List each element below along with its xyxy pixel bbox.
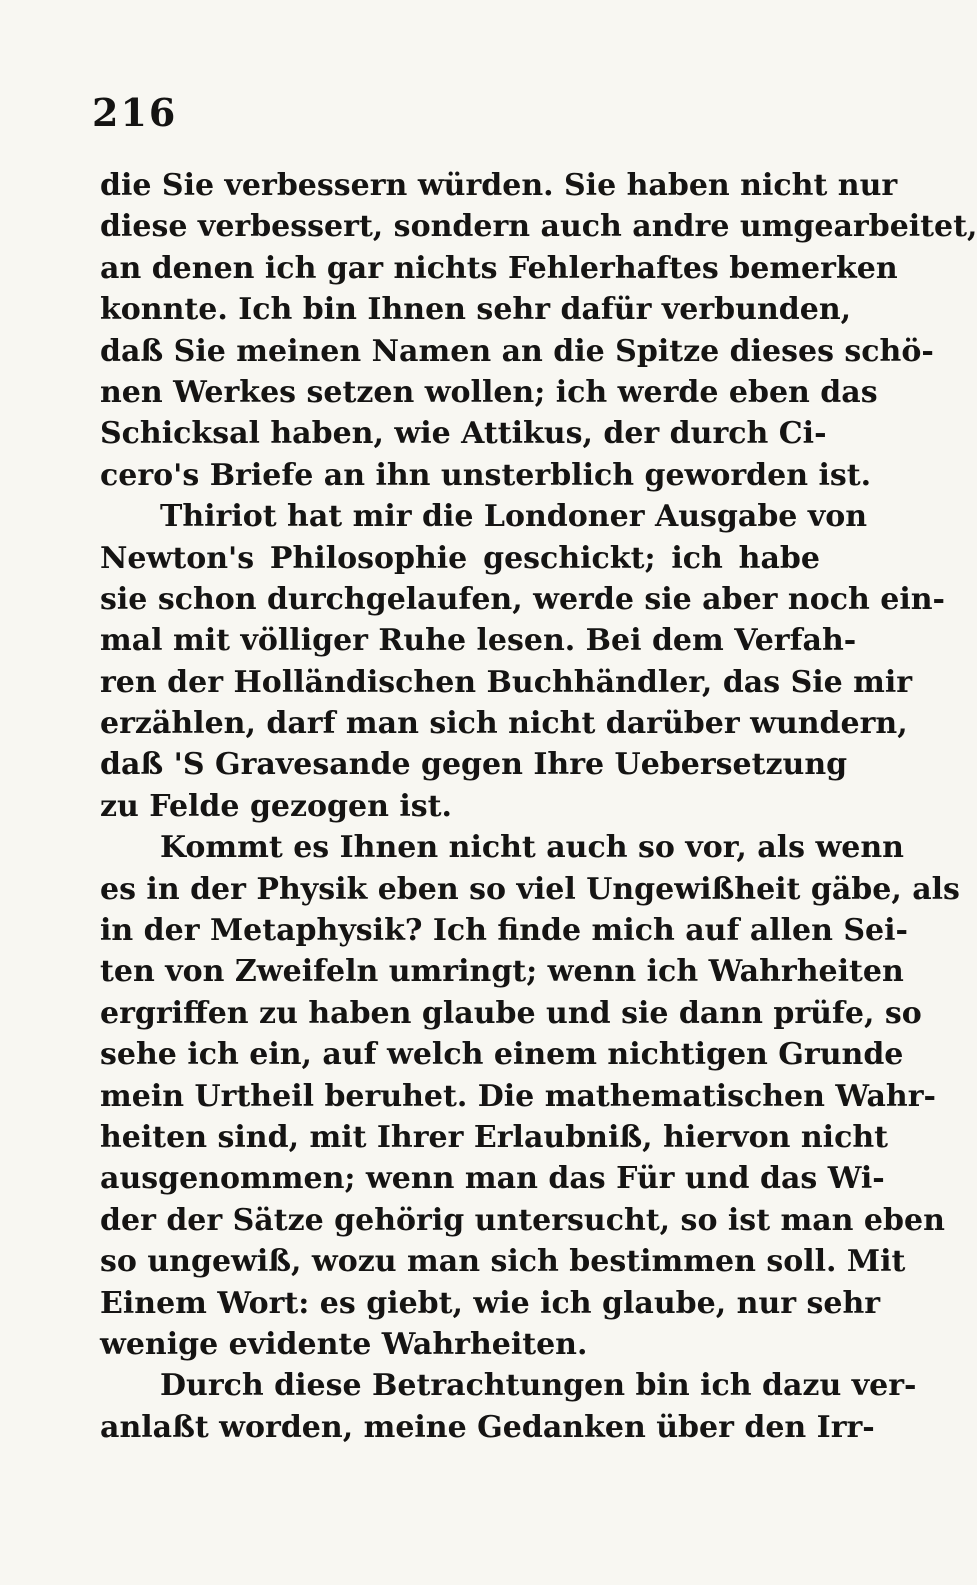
text-line: diese verbessert, sondern auch andre umgearbeitet,: [100, 209, 977, 245]
text-line: heiten sind, mit Ihrer Erlaubniß, hiervon nicht: [100, 1119, 889, 1155]
text-line: konnte. Ich bin Ihnen sehr dafür verbunden,: [100, 292, 852, 328]
page-number: 216: [92, 90, 178, 135]
text-line: Newton's Philosophie geschickt; ich habe: [100, 540, 820, 576]
text-line: sehe ich ein, auf welch einem nichtigen Grunde: [100, 1037, 904, 1073]
text-line: mein Urtheil beruhet. Die mathematischen Wahr-: [100, 1078, 936, 1114]
text-line: zu Felde gezogen ist.: [100, 788, 452, 824]
text-line: Schicksal haben, wie Attikus, der durch Ci-: [100, 416, 827, 452]
text-line: ergriffen zu haben glaube und sie dann prüfe, so: [100, 995, 922, 1031]
text-line: der der Sätze gehörig untersucht, so ist man eben: [100, 1202, 945, 1238]
text-line: ten von Zweifeln umringt; wenn ich Wahrheiten: [100, 954, 904, 990]
paragraph-start-line: Thiriot hat mir die Londoner Ausgabe von: [160, 499, 868, 535]
text-line: wenige evidente Wahrheiten.: [100, 1326, 588, 1362]
text-line: in der Metaphysik? Ich finde mich auf allen Sei-: [100, 913, 908, 949]
text-line: ausgenommen; wenn man das Für und das Wi-: [100, 1161, 885, 1197]
text-line: so ungewiß, wozu man sich bestimmen soll. Mit: [100, 1244, 906, 1280]
text-line: an denen ich gar nichts Fehlerhaftes bemerken: [100, 250, 898, 286]
paragraph-start-line: Kommt es Ihnen nicht auch so vor, als wenn: [160, 830, 904, 866]
text-line: mal mit völliger Ruhe lesen. Bei dem Verfah-: [100, 623, 857, 659]
text-line: die Sie verbessern würden. Sie haben nicht nur: [100, 168, 898, 203]
text-line: sie schon durchgelaufen, werde sie aber noch ein-: [100, 581, 946, 617]
text-line: anlaßt worden, meine Gedanken über den Irr-: [100, 1409, 875, 1445]
text-line: erzählen, darf man sich nicht darüber wundern,: [100, 706, 908, 742]
text-line: ren der Holländischen Buchhändler, das Sie mir: [100, 664, 913, 700]
body-text: [100, 165, 977, 1448]
paragraph-start-line: Durch diese Betrachtungen bin ich dazu ver-: [160, 1368, 917, 1404]
text-line: cero's Briefe an ihn unsterblich geworden ist.: [100, 457, 872, 493]
text-line: es in der Physik eben so viel Ungewißheit gäbe, als: [100, 871, 960, 907]
text-line: daß 'S Gravesande gegen Ihre Uebersetzung: [100, 747, 848, 783]
text-line: Einem Wort: es giebt, wie ich glaube, nur sehr: [100, 1285, 881, 1321]
text-line: daß Sie meinen Namen an die Spitze dieses schö-: [100, 333, 934, 369]
text-line: nen Werkes setzen wollen; ich werde eben das: [100, 374, 878, 410]
